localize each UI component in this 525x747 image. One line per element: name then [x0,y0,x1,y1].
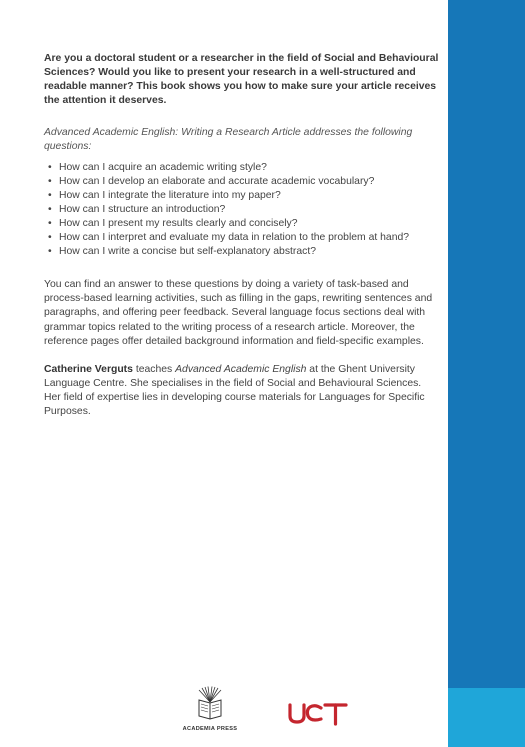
author-bio [44,363,439,419]
course-title: Advanced Academic English [175,363,307,375]
book-icon [195,686,225,720]
publisher-name: ACADEMIA PRESS [182,726,238,732]
answer-paragraph: You can find an answer to these questions by doing a variety of task-based and process-based learning activities, such as filling in the gaps, rewriting sentences and paragraphs, and offering peer feedback. Several language focus sections deal with grammar topics related to the writing process of a research article. Moreover, the reference pages offer detailed background information and field-specific examples. [44,279,433,347]
uct-logo [287,700,349,731]
list-item: • How can I interpret and evaluate my data in relation to the problem at hand? [44,231,439,245]
list-item: • How can I structure an introduction? [44,203,439,217]
list-item: • How can I write a concise but self-explanatory abstract? [44,245,439,259]
footer-logos [0,686,448,746]
list-item: • How can I integrate the literature into my paper? [44,189,439,203]
list-item: • How can I develop an elaborate and accurate academic vocabulary? [44,175,439,189]
questions-list [44,161,439,260]
bio-text-2: at the Ghent University Language Centre. She specialises in the field of Social and Behavioural Sciences. Her field of expertise lies in developing course materials for Languages for Specific Purposes. [44,363,425,417]
questions-intro: Advanced Academic English: Writing a Research Article addresses the following questions: [44,127,413,153]
list-item: • How can I acquire an academic writing style? [44,161,439,175]
author-name: Catherine Verguts [44,363,133,375]
cover-spine-band [448,0,525,747]
bio-text-1: teaches [132,363,176,375]
list-item: • How can I present my results clearly and concisely? [44,217,439,231]
lead-paragraph: Are you a doctoral student or a researcher in the field of Social and Behavioural Sciences? Would you like to present your research in a well-structured and readable manner? This book shows you how to make sure your article receives the attention it deserves. [44,53,439,107]
academia-press-logo [180,686,240,732]
back-cover-text [44,52,439,419]
cover-spine-accent [448,688,525,747]
